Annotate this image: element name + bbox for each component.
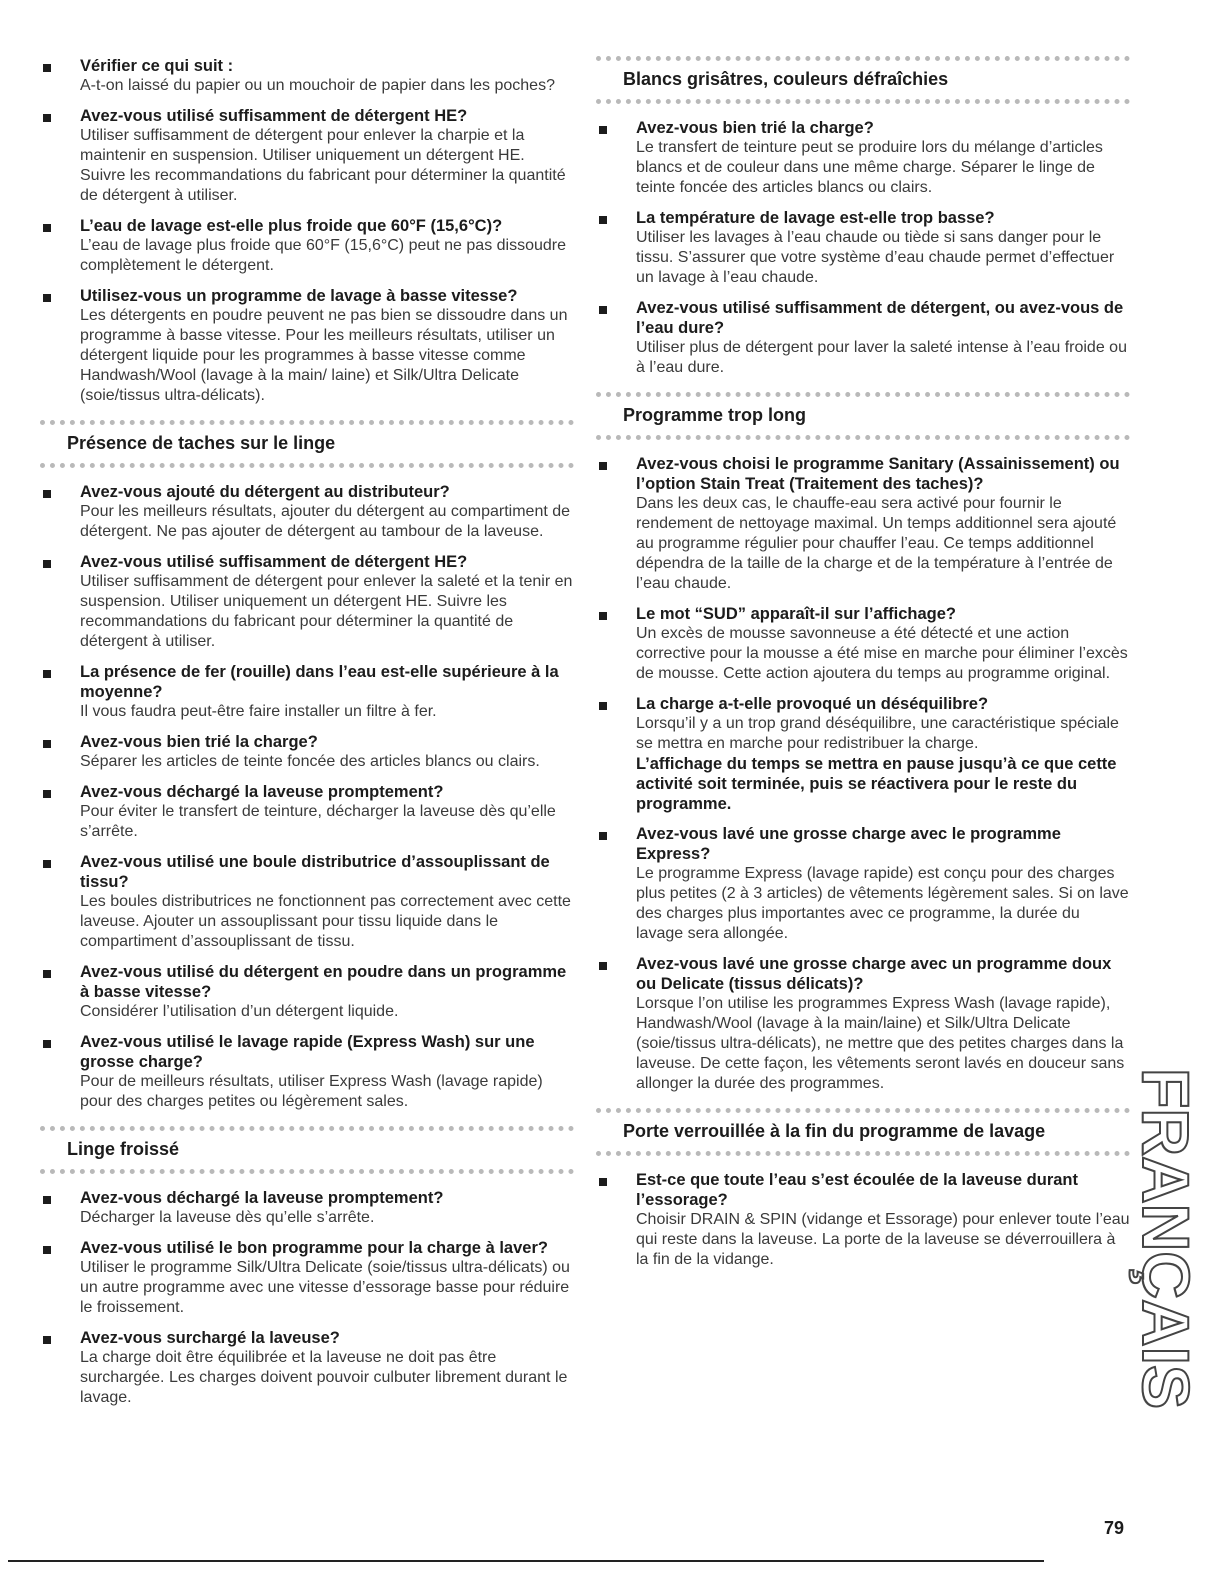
- section-title: Blancs grisâtres, couleurs défraîchies: [623, 69, 949, 89]
- answer: Lorsque l’on utilise les programmes Express Wash (lavage rapide), Handwash/Wool (lavage à la main/laine) et Silk/Ultra Delicate (soie/tissus ultra-délicats), ne mettre que des petites charges dans la laveuse. De cette façon, les vêtements seront lavés en douceur sans allonger la durée des programmes.: [636, 995, 1125, 1092]
- section-title: Linge froissé: [67, 1139, 180, 1159]
- answer: A-t-on laissé du papier ou un mouchoir de papier dans les poches?: [80, 77, 555, 94]
- section-header: [596, 392, 1130, 440]
- question: Avez-vous ajouté du détergent au distributeur?: [80, 483, 450, 501]
- list-item: [40, 216, 574, 276]
- answer: Pour de meilleurs résultats, utiliser Express Wash (lavage rapide) pour des charges petites ou légèrement sales.: [80, 1073, 543, 1110]
- list-item: [596, 824, 1130, 944]
- bold-note: L’affichage du temps se mettra en pause jusqu’à ce que cette activité soit terminée, puis se réactivera pour le reste du programme.: [636, 755, 1117, 813]
- question: Est-ce que toute l’eau s’est écoulée de la laveuse durant l’essorage?: [636, 1171, 1078, 1209]
- list-item: [40, 852, 574, 952]
- answer: Pour les meilleurs résultats, ajouter du détergent au compartiment de détergent. Ne pas ajouter de détergent au tambour de la laveuse.: [80, 503, 571, 540]
- question: Avez-vous utilisé suffisamment de détergent HE?: [80, 553, 468, 571]
- list-item: [596, 1170, 1130, 1270]
- bullet-icon: [43, 114, 51, 122]
- answer: Pour éviter le transfert de teinture, décharger la laveuse dès qu’elle s’arrête.: [80, 803, 556, 840]
- list-item: [40, 1032, 574, 1112]
- page-number: 79: [1104, 1518, 1125, 1538]
- bullet-icon: [599, 612, 607, 620]
- question: Avez-vous utilisé suffisamment de détergent, ou avez-vous de l’eau dure?: [636, 299, 1124, 337]
- bullet-icon: [43, 1336, 51, 1344]
- list-item: [40, 482, 574, 542]
- bullet-icon: [43, 224, 51, 232]
- question: Avez-vous utilisé suffisamment de détergent HE?: [80, 107, 468, 125]
- bullet-icon: [43, 1246, 51, 1254]
- list-item: [596, 298, 1130, 378]
- section-title: Programme trop long: [623, 405, 807, 425]
- bullet-icon: [43, 294, 51, 302]
- question: Avez-vous bien trié la charge?: [80, 733, 318, 751]
- bullet-icon: [599, 462, 607, 470]
- bullet-icon: [599, 702, 607, 710]
- bullet-icon: [599, 832, 607, 840]
- answer: Il vous faudra peut-être faire installer un filtre à fer.: [80, 703, 437, 720]
- answer: La charge doit être équilibrée et la laveuse ne doit pas être surchargée. Les charges doivent pouvoir culbuter librement durant le lavage.: [80, 1349, 568, 1406]
- section-header: [596, 1108, 1130, 1156]
- answer: Utiliser suffisamment de détergent pour enlever la charpie et la maintenir en suspension. Utiliser uniquement un détergent HE. Suivre les recommandations du fabricant pour déterminer la quantité de détergent à utiliser.: [80, 127, 566, 204]
- question: Avez-vous utilisé du détergent en poudre dans un programme à basse vitesse?: [80, 963, 567, 1001]
- list-item: [40, 782, 574, 842]
- section-header: [40, 420, 574, 468]
- question: Utilisez-vous un programme de lavage à basse vitesse?: [80, 287, 518, 305]
- list-item: [596, 118, 1130, 198]
- list-item: [596, 694, 1130, 814]
- list-item: [596, 954, 1130, 1094]
- bottom-divider: [8, 1560, 1044, 1562]
- answer: Utiliser les lavages à l’eau chaude ou tiède si sans danger pour le tissu. S’assurer que votre système d’eau chaude permet d’effectuer un lavage à l’eau chaude.: [636, 229, 1115, 286]
- bullet-icon: [599, 126, 607, 134]
- question: Avez-vous choisi le programme Sanitary (Assainissement) ou l’option Stain Treat (Traitement des taches)?: [636, 455, 1120, 493]
- question: Le mot “SUD” apparaît-il sur l’affichage?: [636, 605, 956, 623]
- language-side-tab: FRANÇAIS: [1129, 1068, 1203, 1409]
- bullet-icon: [43, 64, 51, 72]
- bullet-icon: [43, 1196, 51, 1204]
- answer: Utiliser suffisamment de détergent pour enlever la saleté et la tenir en suspension. Utiliser uniquement un détergent HE. Suivre les recommandations du fabricant pour déterminer la quantité de détergent à utiliser.: [80, 573, 573, 650]
- list-item: [40, 662, 574, 722]
- bullet-icon: [43, 860, 51, 868]
- list-item: [40, 1188, 574, 1228]
- section-header: [596, 56, 1130, 104]
- question: L’eau de lavage est-elle plus froide que 60°F (15,6°C)?: [80, 217, 503, 235]
- list-item: [40, 962, 574, 1022]
- right-column: [596, 56, 1130, 1280]
- question: Avez-vous lavé une grosse charge avec le programme Express?: [636, 825, 1061, 863]
- answer: Utiliser le programme Silk/Ultra Delicate (soie/tissus ultra-délicats) ou un autre programme avec une vitesse d’essorage basse pour réduire le froissement.: [80, 1259, 570, 1316]
- list-item: [596, 604, 1130, 684]
- answer: Un excès de mousse savonneuse a été détecté et une action corrective pour la mousse a été mise en marche pour éliminer l’excès de mousse. Cette action ajoutera du temps au programme original.: [636, 625, 1128, 682]
- bullet-icon: [43, 1040, 51, 1048]
- answer: Utiliser plus de détergent pour laver la saleté intense à l’eau froide ou à l’eau dure.: [636, 339, 1127, 376]
- answer: Les boules distributrices ne fonctionnent pas correctement avec cette laveuse. Ajouter un assouplissant pour tissu liquide dans le compartiment d’assouplissant de tissu.: [80, 893, 571, 950]
- list-item: [40, 106, 574, 206]
- question: La charge a-t-elle provoqué un déséquilibre?: [636, 695, 989, 713]
- list-item: [40, 1328, 574, 1408]
- answer: Dans les deux cas, le chauffe-eau sera activé pour fournir le rendement de nettoyage maximal. Un temps additionnel sera ajouté au programme régulier pour chauffer l’eau. Ce temps additionnel dépendra de la taille de la charge et de la température à l’entrée de l’eau chaude.: [636, 495, 1117, 592]
- answer: Le programme Express (lavage rapide) est conçu pour des charges plus petites (2 à 3 articles) de vêtements légèrement sales. Si on lave des charges plus importantes avec ce programme, la durée du lavage sera allongée.: [636, 865, 1129, 942]
- answer: Considérer l’utilisation d’un détergent liquide.: [80, 1003, 399, 1020]
- question: Avez-vous déchargé la laveuse promptement?: [80, 1189, 444, 1207]
- question: Avez-vous utilisé une boule distributrice d’assouplissant de tissu?: [80, 853, 550, 891]
- list-item: [40, 56, 574, 96]
- list-item: [40, 732, 574, 772]
- bullet-icon: [599, 306, 607, 314]
- answer: Choisir DRAIN & SPIN (vidange et Essorage) pour enlever toute l’eau qui reste dans la laveuse. La porte de la laveuse se déverrouillera à la fin de la vidange.: [636, 1211, 1130, 1268]
- question: Avez-vous surchargé la laveuse?: [80, 1329, 340, 1347]
- bullet-icon: [43, 970, 51, 978]
- answer: L’eau de lavage plus froide que 60°F (15,6°C) peut ne pas dissoudre complètement le détergent.: [80, 237, 567, 274]
- answer: Décharger la laveuse dès qu’elle s’arrête.: [80, 1209, 375, 1226]
- list-item: [596, 208, 1130, 288]
- question: Avez-vous utilisé le lavage rapide (Express Wash) sur une grosse charge?: [80, 1033, 535, 1071]
- answer: Les détergents en poudre peuvent ne pas bien se dissoudre dans un programme à basse vitesse. Pour les meilleurs résultats, utiliser un détergent liquide pour les programmes à basse vitesse comme Handwash/Wool (lavage à la main/ laine) et Silk/Ultra Delicate (soie/tissus ultra-délicats).: [80, 307, 568, 404]
- list-item: [40, 552, 574, 652]
- answer: Lorsqu’il y a un trop grand déséquilibre, une caractéristique spéciale se mettra en marche pour redistribuer la charge.: [636, 715, 1119, 752]
- bullet-icon: [43, 490, 51, 498]
- answer: Séparer les articles de teinte foncée des articles blancs ou clairs.: [80, 753, 540, 770]
- question: Vérifier ce qui suit :: [80, 57, 234, 75]
- answer: Le transfert de teinture peut se produire lors du mélange d’articles blancs et de couleur dans une même charge. Séparer le linge de teinte foncée des articles blancs ou clairs.: [636, 139, 1103, 196]
- question: La température de lavage est-elle trop basse?: [636, 209, 995, 227]
- question: Avez-vous lavé une grosse charge avec un programme doux ou Delicate (tissus délicats)?: [636, 955, 1112, 993]
- question: Avez-vous bien trié la charge?: [636, 119, 874, 137]
- list-item: [596, 454, 1130, 594]
- bullet-icon: [599, 1178, 607, 1186]
- section-title: Présence de taches sur le linge: [67, 433, 336, 453]
- section-title: Porte verrouillée à la fin du programme de lavage: [623, 1121, 1046, 1141]
- bullet-icon: [43, 740, 51, 748]
- bullet-icon: [599, 962, 607, 970]
- bullet-icon: [43, 790, 51, 798]
- question: Avez-vous utilisé le bon programme pour la charge à laver?: [80, 1239, 548, 1257]
- bullet-icon: [43, 560, 51, 568]
- bullet-icon: [599, 216, 607, 224]
- bullet-icon: [43, 670, 51, 678]
- question: Avez-vous déchargé la laveuse promptement?: [80, 783, 444, 801]
- left-column: [40, 56, 574, 1418]
- list-item: [40, 1238, 574, 1318]
- section-header: [40, 1126, 574, 1174]
- list-item: [40, 286, 574, 406]
- question: La présence de fer (rouille) dans l’eau est-elle supérieure à la moyenne?: [80, 663, 559, 701]
